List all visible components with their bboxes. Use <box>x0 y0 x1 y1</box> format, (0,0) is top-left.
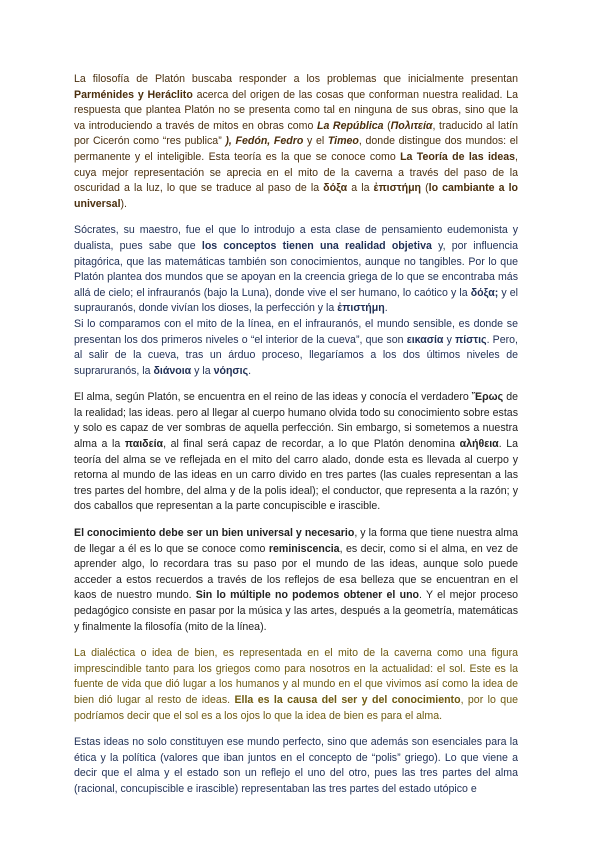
body-text: . <box>248 364 252 377</box>
emphasis-text: Ἔρως <box>471 391 504 404</box>
emphasis-text: El conocimiento debe ser un bien universal y necesario <box>74 527 355 540</box>
paragraph-line-myth <box>74 317 518 379</box>
body-text: , al final será capaz de recordar, a lo que Platón denomina <box>163 438 460 451</box>
body-text: , cuya mejor representación se aprecia en el mito de la caverna a través del paso de la oscuridad a la luz, lo que se traduce al paso de la <box>74 150 518 195</box>
body-text: a la <box>347 182 374 195</box>
body-text: y la <box>191 364 214 377</box>
body-text: . Y el mejor proceso pedagógico consiste en pasar por la música y las artes, después a la geometría, matemáticas y finalmente la filosofía (mito de la línea). <box>74 589 519 633</box>
body-text: y <box>443 333 456 346</box>
paragraph-dialectic <box>74 646 518 724</box>
body-text: , es decir, como si el alma, en vez de aprender algo, lo recordara tras su paso por el mundo de las ideas, aunque solo puede acceder a estos recuerdos a través de los reflejos de esa belleza que se encuentran en el kaos de nuestro mundo. <box>74 542 518 602</box>
paragraph-socrates <box>74 223 518 317</box>
emphasis-text: νόησις <box>213 364 249 377</box>
body-text: Estas ideas no solo constituyen ese mundo perfecto, sino que además son esenciales para la ética y la política (valores que iban juntos en el concepto de “polis” griego). Lo que viene a decir que el alma y el estado son un reflejo el uno del otro, pues las tres partes del alma (racional, concupiscible e irascible) representaban las tres partes del estado utópico e <box>74 736 518 795</box>
body-text: . La teoría del alma se ve reflejada en el mito del carro alado, donde esta es llevada al cuerpo y retorna al mundo de las ideas en un carro divido en tres partes (las cuales representan a las tres partes del hombre, del alma y de la polis ideal); el conductor, que representa a la razón; y dos caballos que representan a la parte concupiscible e irascible. <box>74 438 519 513</box>
emphasis-text: πίστις <box>455 333 487 346</box>
paragraph-knowledge <box>74 526 518 635</box>
emphasis-text: La Teoría de las ideas <box>400 150 516 163</box>
emphasis-text: La República <box>316 119 384 132</box>
paragraph-soul <box>74 390 518 515</box>
body-text: ( <box>383 119 391 132</box>
emphasis-text: δόξα; <box>470 286 499 299</box>
emphasis-text: ἐπιστήμη <box>373 182 422 195</box>
body-text: y el <box>303 135 328 148</box>
emphasis-text: Πολιτεία <box>390 119 433 132</box>
emphasis-text: διάνοια <box>153 364 192 377</box>
emphasis-text: Parménides y Heráclito <box>74 88 193 101</box>
emphasis-text: δόξα <box>323 182 348 195</box>
paragraph-intro <box>74 72 518 212</box>
body-text: y el suprauranós, donde vivían los dioses, la perfección y la <box>74 286 519 315</box>
body-text: Sócrates, su maestro, fue el que lo introdujo a esta clase de pensamiento eudemonista y dualista, pues sabe que <box>74 224 518 252</box>
body-text: , traducido al latín por Cicerón como “res publica” <box>74 119 518 148</box>
body-text: , y la forma que tiene nuestra alma de llegar a él es lo que se conoce como <box>74 527 518 555</box>
emphasis-text: ἐπιστήμη <box>337 302 385 315</box>
emphasis-text: παιδεία <box>124 438 164 451</box>
body-text: ( <box>421 182 429 195</box>
body-text: y, por influencia pitagórica, que las matemáticas también son conocimientos, aunque no tangibles. Por lo que Platón plantea dos mundos que se apoyan en la creencia griega de lo que se encontraba más allá de cielo; el infrauranós (bajo la Luna), donde vive el ser humano, lo caótico y la <box>74 239 518 299</box>
emphasis-text: εικασία <box>406 333 444 346</box>
body-text: , donde distingue dos mundos: el permanente y el inteligible. Esta teoría es la que se conoce como <box>74 135 518 163</box>
emphasis-text: αλήθεια <box>459 438 499 451</box>
emphasis-text: reminiscencia <box>268 542 340 555</box>
emphasis-text: lo cambiante a lo universal <box>74 182 518 210</box>
body-text: . <box>384 302 388 315</box>
body-text: . Pero, al salir de la cueva, tras un árduo proceso, llegaríamos a los dos últimos niveles de supraruranós, la <box>74 333 518 377</box>
body-text: Si lo comparamos con el mito de la línea, en el infrauranós, el mundo sensible, es donde se presentan los dos primeros niveles o “el interior de la cueva”, que son <box>74 317 518 346</box>
emphasis-text: ), Fedón, Fedro <box>225 135 304 148</box>
body-text: de la realidad; las ideas. pero al llegar al cuerpo humano olvida todo su conocimiento sobre estas y solo es capaz de ver sombras de aquella perfección. Sin embargo, si sometemos a nuestra alma a la <box>74 391 518 451</box>
body-text: El alma, según Platón, se encuentra en el reino de las ideas y conocía el verdadero <box>74 391 472 404</box>
body-text: La dialéctica o idea de bien, es representada en el mito de la caverna como una figura imprescindible tanto para los griegos como para nosotros en la actualidad: el sol. Este es la fuente de vida que dió lugar a los humanos y al mundo en el que vivimos así como la idea de bien dió lugar al resto de ideas. <box>74 647 518 706</box>
body-text: La filosofía de Platón buscaba responder a los problemas que inicialmente presentan <box>74 73 518 85</box>
emphasis-text: Timeo <box>327 135 359 148</box>
body-text: acerca del origen de las cosas que conforman nuestra realidad. La respuesta que plantea Platón no se presenta como tal en ninguna de sus obras, sino que la va introduciendo a través de mitos en obras como <box>74 88 518 132</box>
body-text: , por lo que podríamos decir que el sol es a los ojos lo que la idea de bien es para el alma. <box>74 693 518 722</box>
emphasis-text: Sin lo múltiple no podemos obtener el uno <box>195 589 420 602</box>
emphasis-text: los conceptos tienen una realidad objetiva <box>201 239 432 252</box>
body-text: ). <box>120 197 128 210</box>
emphasis-text: Ella es la causa del ser y del conocimiento <box>234 693 461 706</box>
paragraph-ethics-politics <box>74 735 518 797</box>
